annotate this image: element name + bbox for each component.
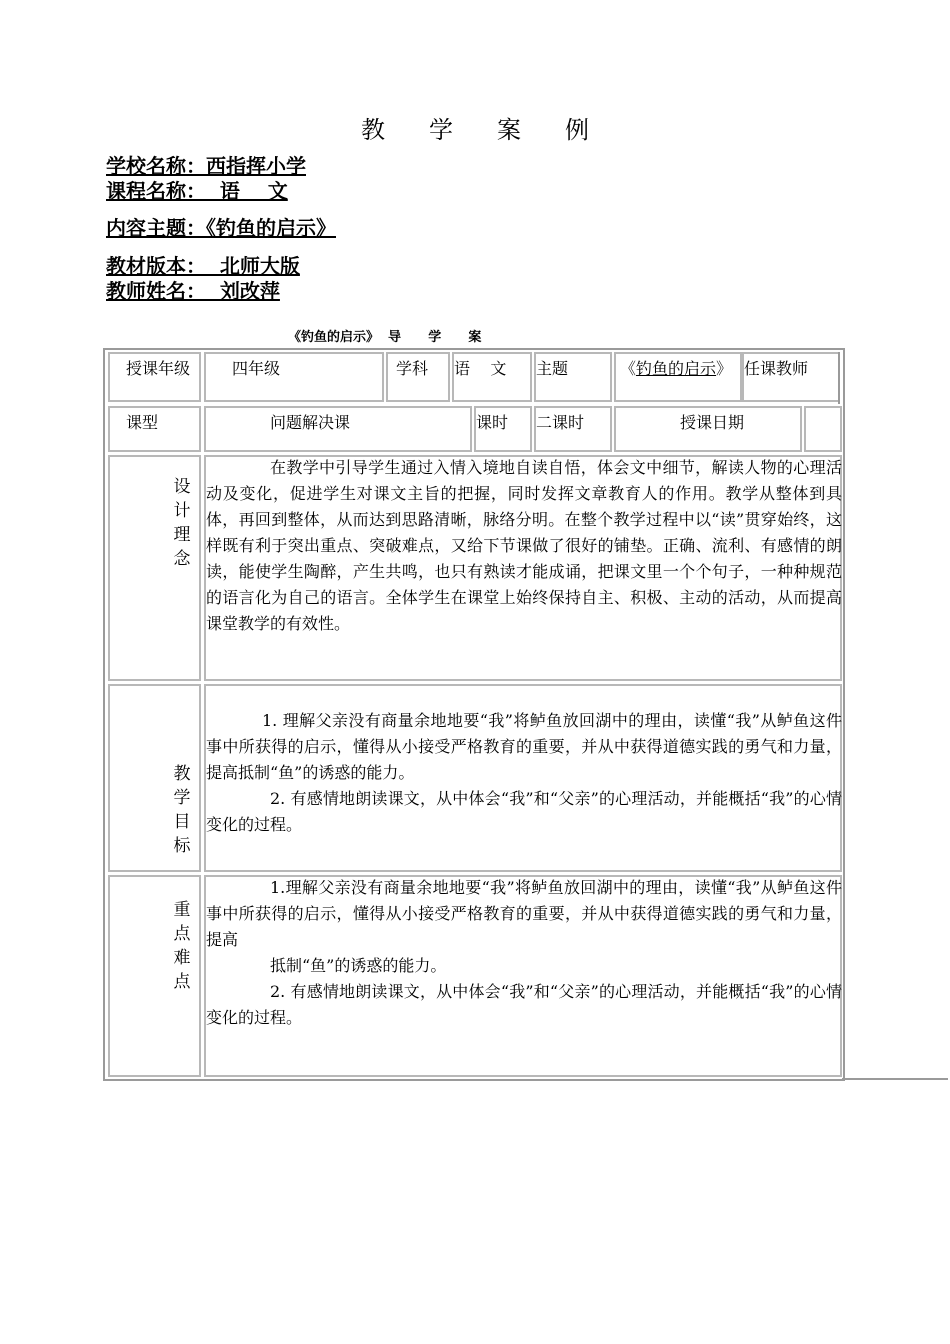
date-label: 授课日期	[680, 413, 745, 432]
hours-value: 二课时	[536, 413, 585, 432]
label-char: 设	[173, 477, 191, 497]
cell-divider	[838, 352, 840, 404]
goals-label	[172, 762, 192, 858]
table-subtitle: 《钓鱼的启示》 导 学 案	[288, 330, 482, 345]
label-char: 理	[173, 525, 191, 545]
key-label	[172, 898, 192, 994]
cell-hours-label	[474, 406, 532, 452]
goal-item: 1. 理解父亲没有商量余地地要“我”将鲈鱼放回湖中的理由，读懂“我”从鲈鱼这件事中所获得的启示，懂得从小接受严格教育的重要，并从中获得道德实践的勇气和力量，提高抵制“鱼”的诱惑的能力。	[206, 711, 842, 782]
subject-label: 学科	[396, 359, 429, 378]
theme-value-title: 钓鱼的启示	[636, 359, 717, 378]
key-item: 1.理解父亲没有商量余地地要“我”将鲈鱼放回湖中的理由，读懂“我”从鲈鱼这件事中所获得的启示，懂得从小接受严格教育的重要，并从中获得道德实践的勇气和力量，提高	[206, 878, 842, 949]
design-label	[172, 475, 192, 571]
topic-value: 《钓鱼的启示》	[206, 216, 336, 240]
cell-type-label	[108, 406, 201, 452]
label-char: 重	[173, 900, 191, 920]
label-char: 教	[173, 764, 191, 784]
cell-date-value	[804, 406, 842, 452]
theme-value-close: 》	[716, 359, 733, 378]
grade-label: 授课年级	[126, 359, 191, 378]
content-topic	[106, 212, 336, 241]
teacher-label: 任课教师	[744, 359, 809, 378]
course-name: 课程名称： 语 文	[106, 179, 288, 203]
table-edge-line	[842, 1078, 948, 1080]
type-label: 课型	[126, 413, 159, 432]
cell-theme-label	[534, 352, 612, 402]
cell-grade-value	[204, 352, 384, 402]
theme-value-open: 《	[620, 359, 637, 378]
label-char: 点	[173, 972, 191, 992]
label-char: 计	[173, 501, 191, 521]
label-char: 目	[173, 812, 191, 832]
label-char: 学	[173, 788, 191, 808]
cell-type-value	[204, 406, 472, 452]
hours-label: 课时	[476, 413, 509, 432]
cell-theme-value	[614, 352, 742, 402]
subject-value: 语 文	[454, 359, 507, 378]
label-char: 难	[173, 948, 191, 968]
teacher-name: 教师姓名： 刘改萍	[106, 279, 280, 303]
goals-text	[206, 708, 842, 838]
title-char: 案	[497, 116, 521, 144]
goal-item: 2. 有感情地朗读课文，从中体会“我”和“父亲”的心理活动，并能概括“我”的心情变化的过程。	[206, 789, 842, 834]
cell-teacher-label	[742, 352, 840, 402]
theme-label: 主题	[536, 359, 569, 378]
cell-subject-value	[452, 352, 532, 402]
cell-grade-label	[108, 352, 201, 402]
cell-hours-value	[534, 406, 612, 452]
title-char: 例	[565, 116, 589, 144]
type-value: 问题解决课	[270, 413, 351, 432]
key-item: 2. 有感情地朗读课文，从中体会“我”和“父亲”的心理活动，并能概括“我”的心情变化的过程。	[206, 982, 842, 1027]
label-char: 点	[173, 924, 191, 944]
cell-subject-label	[386, 352, 450, 402]
document-title	[0, 110, 950, 145]
school-name: 学校名称：西指挥小学	[106, 154, 306, 178]
design-text: 在教学中引导学生通过入情入境地自读自悟，体会文中细节，解读人物的心理活动及变化，促进学生对课文主旨的把握，同时发挥文章教育人的作用。教学从整体到具体，再回到整体，从而达到思路清晰，脉络分明。在整个教学过程中以“读”贯穿始终，这样既有利于突出重点、突破难点，又给下节课做了很好的铺垫。正确、流利、有感情的朗读，能使学生陶醉，产生共鸣，也只有熟读才能成诵，把课文里一个个句子，一种种规范的语言化为自己的语言。全体学生在课堂上始终保持自主、积极、主动的活动，从而提高课堂教学的有效性。	[206, 458, 842, 633]
title-char: 教	[361, 116, 385, 144]
key-text	[206, 875, 842, 1031]
topic-label: 内容主题：	[106, 216, 206, 240]
label-char: 念	[173, 549, 191, 569]
label-char: 标	[173, 836, 191, 856]
cell-date-label	[614, 406, 802, 452]
key-item: 抵制“鱼”的诱惑的能力。	[270, 956, 447, 975]
title-char: 学	[429, 116, 453, 144]
theme-value	[620, 356, 732, 382]
grade-value: 四年级	[232, 359, 281, 378]
textbook-edition: 教材版本： 北师大版	[106, 254, 300, 278]
